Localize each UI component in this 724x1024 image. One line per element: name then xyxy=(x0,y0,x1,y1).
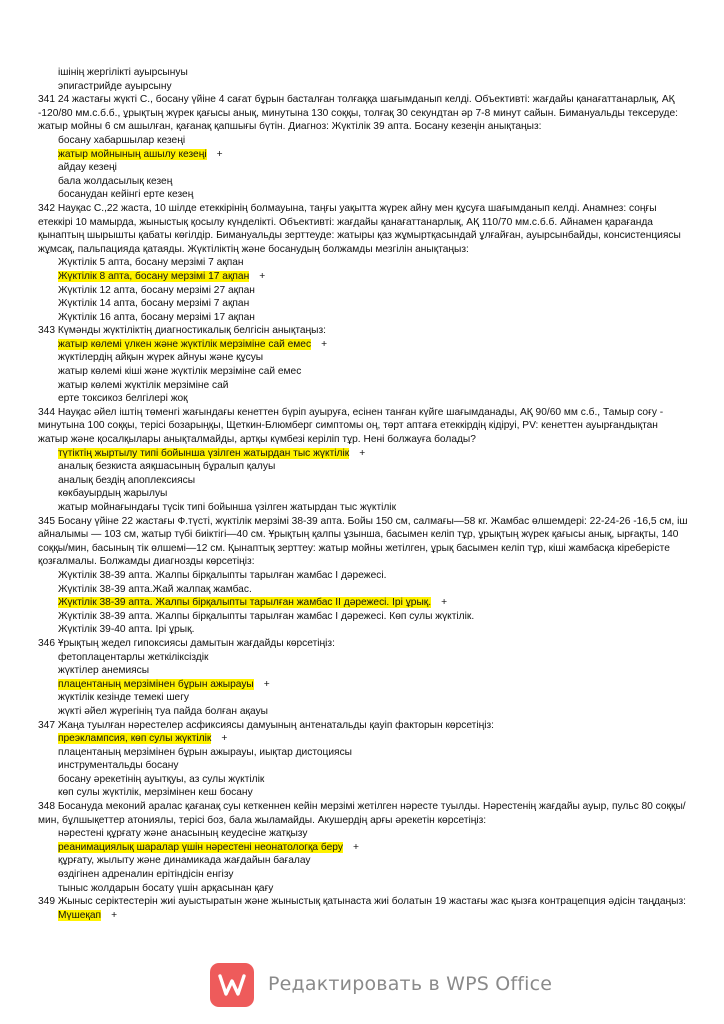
answer-option xyxy=(38,447,688,461)
answer-option xyxy=(38,678,688,692)
line-text: жатыр көлемі кіші және жүктілік мерзіміне сай емес xyxy=(58,366,302,378)
question-text xyxy=(38,637,688,651)
question-text xyxy=(38,719,688,733)
line-text: 341 24 жастағы жүкті С., босану үйіне 4 сағат бұрын басталған толғаққа шағымданып келді. Объективті: жағдайы қанағаттанарлық, АҚ -120/80 мм.с.б.б., ұрықтың жүрек қағысы анық, минутына 130 соққы, толғақ 30 секундтан әр 7-8 минут сайын. Бимануальды тексеруде: жатыр мойны 6 см ашылған, қағанақ қапшығы бүтін. Диагноз: Жүктілік 39 апта. Босану кезеңін анықтаңыз: xyxy=(38,94,678,133)
correct-answer-text: реанимациялық шаралар үшін нәрестені неонатологқа беру xyxy=(58,841,343,853)
line-text: плацентаның мерзімінен бұрын ажырауы, иықтар дистоциясы xyxy=(58,746,352,758)
line-text: 342 Науқас С.,22 жаста, 10 шілде етеккірінің болмауына, таңғы уақытта жүрек айну мен құсуға шағымданып келді. Анамнез: соңғы етеккірі 10 мамырда, жыныстық қосылу күнделікті. Объективті: жағдайы қанағаттанарлық, АҚ 110/70 мм.с.б.б. Айнамен қарағанда қынаптың шырышты қабаты көгілдір. Бимануальды зерттеуде: жатыры қаз жұмыртқасындай ұлғайған, ауырсынбайды, консистенциясы жұмсақ, пальпацияда қатаяды. Жүктіліктің және босанудың болжамды мезгілін анықтаңыз: xyxy=(38,202,681,255)
line-text: ерте токсикоз белгілері жоқ xyxy=(58,393,188,405)
answer-option xyxy=(38,365,688,379)
correct-answer-text: жатыр көлемі үлкен және жүктілік мерзіміне сай емес xyxy=(58,338,312,350)
line-text: Жүктілік 5 апта, босану мерзімі 7 ақпан xyxy=(58,257,244,269)
correct-answer-text: плацентаның мерзімінен бұрын ажырауы xyxy=(58,678,254,690)
correct-mark: + xyxy=(352,841,359,853)
question-text xyxy=(38,515,688,569)
line-text: бала жолдасылық кезең xyxy=(58,175,173,187)
line-text: Жүктілік 38-39 апта. Жалпы бірқалыпты тарылған жамбас I дәрежесі. Көп сулы жүктілік. xyxy=(58,610,475,622)
answer-option xyxy=(38,487,688,501)
line-text: 343 Күмәнды жүктіліктің диагностикалық белгісін анықтаңыз: xyxy=(38,325,327,337)
answer-option xyxy=(38,80,688,94)
correct-mark: + xyxy=(359,447,366,459)
answer-option xyxy=(38,460,688,474)
line-text: аналық безкиста аяқшасының бұралып қалуы xyxy=(58,461,276,473)
answer-option xyxy=(38,664,688,678)
wps-logo-icon[interactable] xyxy=(210,963,254,1007)
answer-option xyxy=(38,841,688,855)
line-text: жатыр мойнағындағы түсік типі бойынша үзілген жатырдан тыс жүктілік xyxy=(58,502,397,513)
line-text: көкбауырдың жарылуы xyxy=(58,488,168,500)
line-text: жүктілердің айқын жүрек айнуы және құсуы xyxy=(58,352,264,364)
question-text xyxy=(38,406,688,447)
line-text: өздігінен адреналин ерітіндісін енгізу xyxy=(58,869,234,881)
question-text xyxy=(38,324,688,338)
answer-option xyxy=(38,786,688,800)
answer-option xyxy=(38,134,688,148)
answer-option xyxy=(38,392,688,406)
correct-mark: + xyxy=(221,733,228,745)
answer-option xyxy=(38,148,688,162)
line-text: босану әрекетінің ауытқуы, аз сулы жүктілік xyxy=(58,773,265,785)
correct-mark: + xyxy=(321,338,328,350)
answer-option xyxy=(38,270,688,284)
answer-option xyxy=(38,311,688,325)
line-text: жүктілік кезінде темекі шегу xyxy=(58,692,190,704)
question-text xyxy=(38,93,688,134)
line-text: көп сулы жүктілік, мерзімінен кеш босану xyxy=(58,787,253,799)
line-text: құрғату, жылыту және динамикада жағдайын бағалау xyxy=(58,855,311,867)
answer-option xyxy=(38,297,688,311)
line-text: ішінің жергілікті ауырсынуы xyxy=(58,67,188,78)
answer-option xyxy=(38,909,688,923)
line-text: 344 Науқас әйел іштің төменгі жағындағы кенеттен бүріп ауыруға, есінен танған күйге шағымданады, АҚ 90/60 мм с.б., Тамыр соғу - минутына 100 соққы, терісі бозарыңқы, Щеткин-Блюмберг симптомы оң, төрт аптаға етеккірдің кідіруі, PV: кенеттен ауырғандықтан жатыр және қосалқылары анықталмайды, артқы күмбезі керіліп тұр. Нені болжауға болады? xyxy=(38,406,664,446)
line-text: босанудан кейінгі ерте кезең xyxy=(58,189,194,201)
answer-option xyxy=(38,705,688,719)
line-text: жүкті әйел жүрегінің туа пайда болған ақауы xyxy=(58,705,268,717)
line-text: нәрестені құрғату және анасының кеудесіне жатқызу xyxy=(58,828,308,840)
question-text xyxy=(38,800,688,827)
line-text: тыныс жолдарын босату үшін арқасынан қағу xyxy=(58,882,274,894)
answer-option xyxy=(38,501,688,515)
correct-mark: + xyxy=(259,270,266,282)
line-text: жатыр көлемі жүктілік мерзіміне сай xyxy=(58,379,229,391)
answer-option xyxy=(38,746,688,760)
answer-option xyxy=(38,827,688,841)
answer-option xyxy=(38,569,688,583)
line-text: инструментальды босану xyxy=(58,760,179,772)
correct-answer-text: жатыр мойнының ашылу кезеңі xyxy=(58,148,207,160)
line-text: 349 Жыныс серіктестерін жиі ауыстыратын және жыныстық қатынаста жиі болатын 19 жастағы жас қызға контрацепция әдісін таңдаңыз: xyxy=(38,896,687,908)
answer-option xyxy=(38,188,688,202)
correct-mark: + xyxy=(216,148,223,160)
correct-answer-text: Жүктілік 8 апта, босану мерзімі 17 ақпан xyxy=(58,270,250,282)
answer-option xyxy=(38,759,688,773)
correct-mark: + xyxy=(263,678,270,690)
answer-option xyxy=(38,351,688,365)
answer-option xyxy=(38,161,688,175)
correct-answer-text: преэклампсия, көп сулы жүктілік xyxy=(58,733,212,745)
line-text: фетоплацентарлы жеткіліксіздік xyxy=(58,651,209,663)
correct-mark: + xyxy=(111,909,118,921)
line-text: жүктілер анемиясы xyxy=(58,665,150,677)
line-text: Жүктілік 38-39 апта.Жай жалпақ жамбас. xyxy=(58,583,252,595)
line-text: 346 Ұрықтың жедел гипоксиясы дамытын жағдайды көрсетіңіз: xyxy=(38,637,335,649)
correct-mark: + xyxy=(441,597,448,609)
answer-option xyxy=(38,651,688,665)
line-text: Жүктілік 16 апта, босану мерзімі 17 ақпан xyxy=(58,311,255,323)
answer-option xyxy=(38,256,688,270)
line-text: 345 Босану үйіне 22 жастағы Ф.түсті, жүктілік мерзімі 38-39 апта. Бойы 150 см, салмағы—58 кг. Жамбас өлшемдері: 22-24-26 -16,5 см, іш айналымы — 103 см, жатыр түбі биіктігі—40 см. Ұрықтың қалпы ұзынша, басымен келіп тұр, ұрықтың жүрек қағысы анық, ырғақты, 140 соққы/мин, басының тік өлшемі—12 см. Қынаптық зерттеу: жатыр мойны жетілген, ұрық басымен келіп тұр, кіші жамбасқа кіреберісте қозғалмалы. Болжамды диагнозды көрсетіңіз: xyxy=(38,515,688,568)
answer-option xyxy=(38,691,688,705)
line-text: босану хабаршылар кезеңі xyxy=(58,134,186,146)
correct-answer-text: Жүктілік 38-39 апта. Жалпы бірқалыпты тарылған жамбас II дәрежесі. Ірі ұрық. xyxy=(58,597,432,609)
answer-option xyxy=(38,583,688,597)
answer-option xyxy=(38,868,688,882)
answer-option xyxy=(38,338,688,352)
answer-option xyxy=(38,610,688,624)
line-text: Жүктілік 38-39 апта. Жалпы бірқалыпты тарылған жамбас I дәрежесі. xyxy=(58,569,387,581)
answer-option xyxy=(38,379,688,393)
line-text: 347 Жаңа туылған нәрестелер асфиксиясы дамуының антенатальды қауіп факторын көрсетіңіз: xyxy=(38,719,494,731)
line-text: Жүктілік 12 апта, босану мерзімі 27 ақпан xyxy=(58,284,255,296)
wps-edit-link[interactable]: Редактировать в WPS Office xyxy=(268,973,553,996)
answer-option xyxy=(38,596,688,610)
line-text: 348 Босануда меконий аралас қағанақ суы кеткеннен кейін мерзімі жетілген нәресте туылды. Нәрестенің жағдайы ауыр, пульс 80 соққы/мин, бұлшықеттер атониялы, терісі боз, бала жыламайды. Акушердің арғы әрекетін көрсетіңіз: xyxy=(38,801,686,826)
line-text: эпигастрийде ауырсыну xyxy=(58,80,172,92)
correct-answer-text: Мүшеқап xyxy=(58,909,102,921)
answer-option xyxy=(38,732,688,746)
line-text: Жүктілік 39-40 апта. Ірі ұрық. xyxy=(58,624,195,636)
question-text xyxy=(38,895,688,909)
correct-answer-text: түтіктің жыртылу типі бойынша үзілген жатырдан тыс жүктілік xyxy=(58,447,350,459)
line-text: Жүктілік 14 апта, босану мерзімі 7 ақпан xyxy=(58,298,250,310)
answer-option xyxy=(38,854,688,868)
question-text xyxy=(38,202,688,256)
answer-option xyxy=(38,66,688,80)
answer-option xyxy=(38,773,688,787)
answer-option xyxy=(38,175,688,189)
wps-edit-banner[interactable] xyxy=(210,963,552,1007)
line-text: аналық бездің апоплексиясы xyxy=(58,474,196,486)
answer-option xyxy=(38,623,688,637)
answer-option xyxy=(38,474,688,488)
answer-option xyxy=(38,882,688,896)
document-body xyxy=(38,66,688,922)
line-text: айдау кезеңі xyxy=(58,162,117,174)
answer-option xyxy=(38,284,688,298)
